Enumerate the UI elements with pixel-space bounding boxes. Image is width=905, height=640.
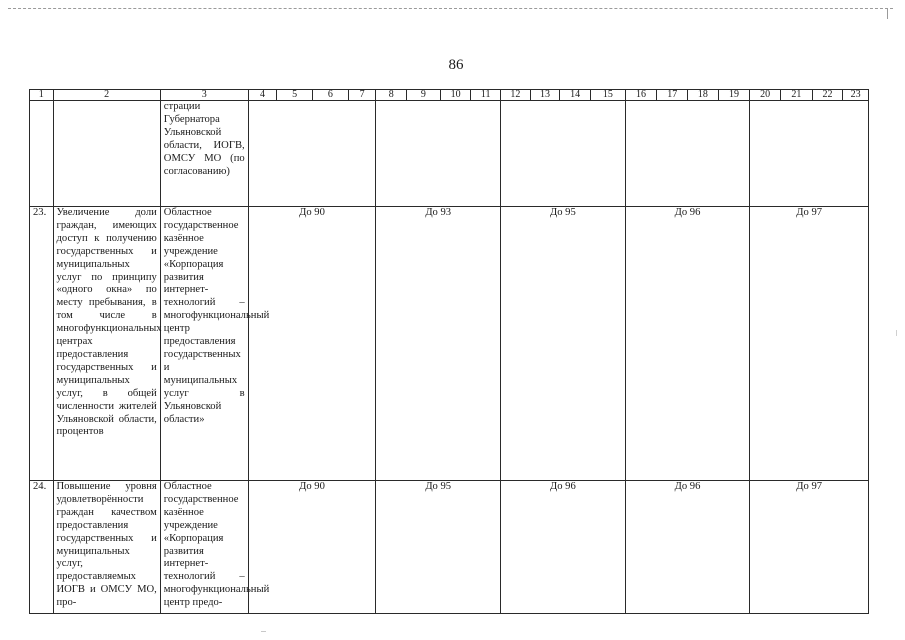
target-value: До 97 — [750, 207, 869, 481]
target-value — [376, 101, 501, 207]
scan-border-tick — [887, 8, 888, 19]
indicator-text — [53, 101, 160, 207]
table-row — [30, 481, 869, 614]
target-value: До 96 — [501, 481, 626, 614]
executor-text: Областное государственное казённое учреждение «Корпорация развития интернет-технологий – многофункциональный центр предоставления государственных и муниципальных услуг в Ульяновской области» — [160, 207, 248, 481]
column-header: 11 — [471, 90, 501, 101]
target-value — [750, 101, 869, 207]
row-number — [30, 101, 54, 207]
indicators-table — [29, 89, 869, 614]
column-header: 4 — [248, 90, 277, 101]
column-header: 1 — [30, 90, 54, 101]
indicator-text: Увеличение доли граждан, имеющих доступ к получению государственных и муниципальных услуг по принципу «одного окна» по месту пребывания, в том числе в многофункциональных центрах предоставления государственных и муниципальных услуг, в общей численности жителей Ульяновской области, процентов — [53, 207, 160, 481]
column-header: 14 — [560, 90, 591, 101]
page-number: 86 — [448, 57, 464, 73]
target-value: До 96 — [625, 481, 750, 614]
target-value — [501, 101, 626, 207]
column-header: 12 — [501, 90, 531, 101]
table-row — [30, 101, 869, 207]
target-value: До 96 — [625, 207, 750, 481]
column-header: 8 — [376, 90, 407, 101]
target-value: До 97 — [750, 481, 869, 614]
row-number: 24. — [30, 481, 54, 614]
column-header: 15 — [590, 90, 625, 101]
target-value — [248, 101, 376, 207]
column-header: 5 — [277, 90, 313, 101]
table-row — [30, 207, 869, 481]
column-header: 7 — [348, 90, 376, 101]
column-header: 16 — [625, 90, 657, 101]
column-header: 19 — [718, 90, 750, 101]
column-header: 6 — [313, 90, 349, 101]
target-value: До 95 — [501, 207, 626, 481]
scan-artifact — [261, 631, 266, 632]
column-header: 13 — [530, 90, 560, 101]
target-value: До 93 — [376, 207, 501, 481]
target-value: До 95 — [376, 481, 501, 614]
column-header: 18 — [688, 90, 719, 101]
column-header: 2 — [53, 90, 160, 101]
column-header: 17 — [657, 90, 688, 101]
executor-text: Областное государственное казённое учреждение «Корпорация развития интернет-технологий – многофункциональный центр предо- — [160, 481, 248, 614]
column-header: 3 — [160, 90, 248, 101]
column-header: 22 — [812, 90, 843, 101]
scan-artifact — [896, 330, 897, 336]
column-header: 23 — [843, 90, 869, 101]
column-header: 20 — [750, 90, 781, 101]
executor-text: страции Губернатора Ульяновской области, ИОГВ, ОМСУ МО (по согласованию) — [160, 101, 248, 207]
column-header: 10 — [440, 90, 471, 101]
target-value — [625, 101, 750, 207]
indicator-text: Повышение уровня удовлетворённости граждан качеством предоставления государственных и муниципальных услуг, предоставляемых ИОГВ и ОМСУ МО, про- — [53, 481, 160, 614]
column-header: 9 — [407, 90, 441, 101]
scan-border-line — [8, 8, 893, 9]
target-value: До 90 — [248, 481, 376, 614]
row-number: 23. — [30, 207, 54, 481]
target-value: До 90 — [248, 207, 376, 481]
column-number-row — [30, 90, 869, 101]
column-header: 21 — [781, 90, 813, 101]
